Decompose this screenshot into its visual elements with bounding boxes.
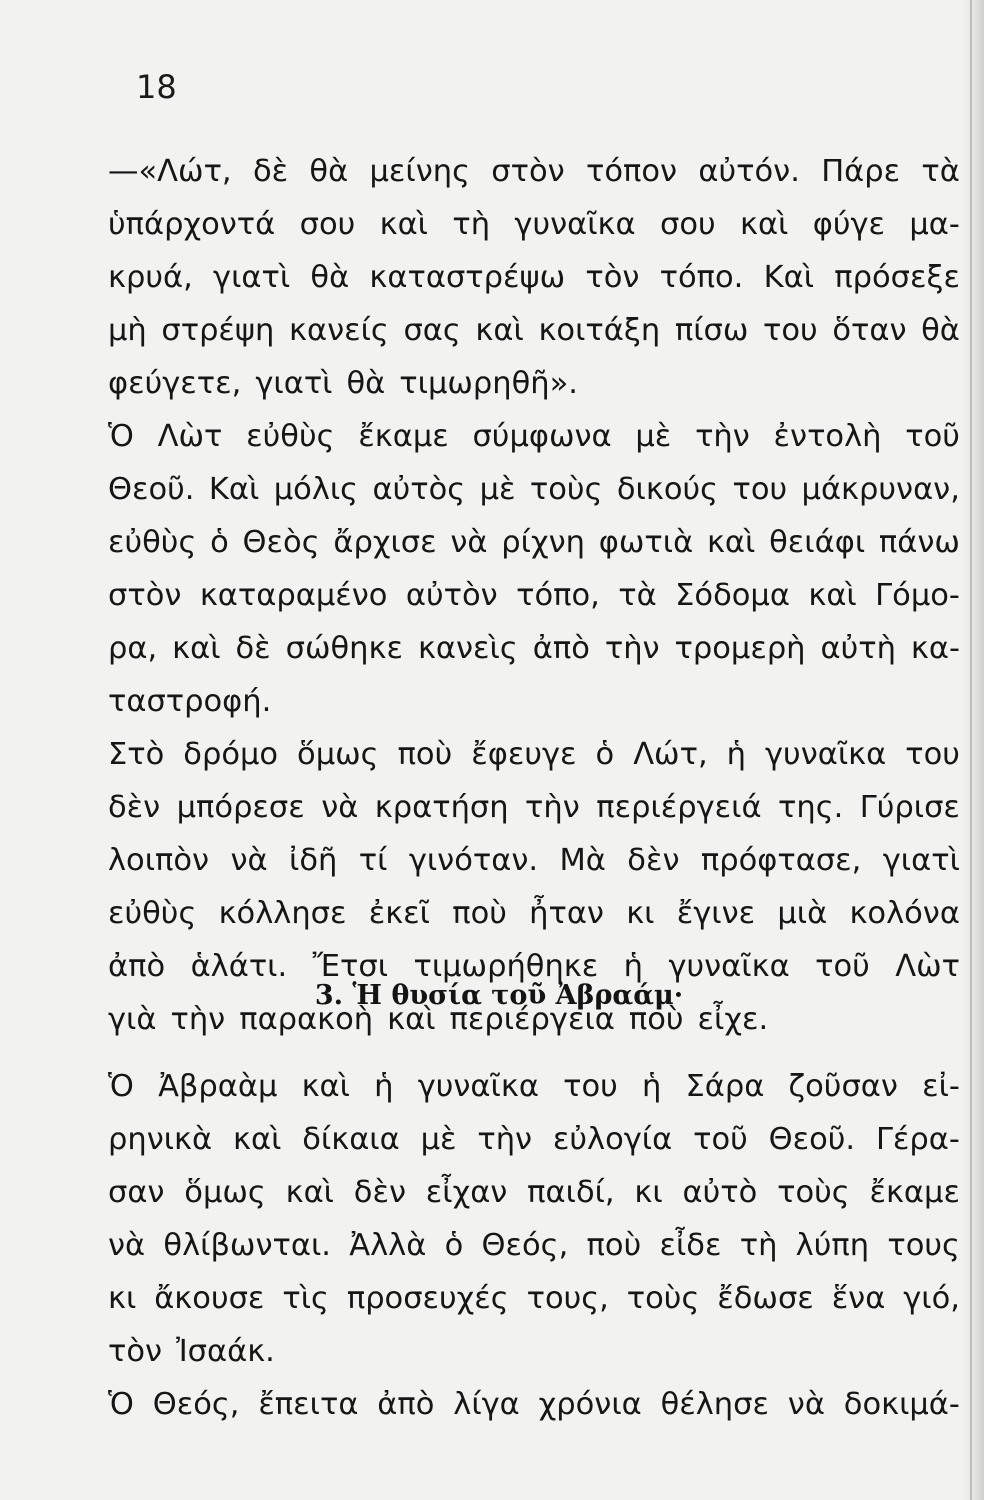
text-line: ταστροφή.	[108, 684, 272, 719]
text-line: Ὁ Θεός, ἔπειτα ἀπὸ λίγα χρόνια θέλησε νὰ δοκιμά-	[108, 1387, 960, 1422]
text-line: —«Λώτ, δὲ θὰ μείνης στὸν τόπον αὐτόν. Πάρε τὰ	[108, 154, 960, 189]
text-line: δὲν μπόρεσε νὰ κρατήση τὴν περιέργειά της. Γύρισε	[108, 790, 960, 825]
text-line: ὑπάρχοντά σου καὶ τὴ γυναῖκα σου καὶ φύγε μα-	[108, 207, 960, 242]
text-line: τὸν Ἰσαάκ.	[108, 1334, 275, 1369]
story-abraham-text	[108, 1060, 960, 1431]
text-line: λοιπὸν νὰ ἰδῆ τί γινόταν. Μὰ δὲν πρόφτασε, γιατὶ	[108, 843, 960, 878]
text-line: ἀπὸ ἁλάτι. Ἔτσι τιμωρήθηκε ἡ γυναῖκα τοῦ Λὼτ	[108, 949, 960, 984]
text-line: νὰ θλίβωνται. Ἀλλὰ ὁ Θεός, ποὺ εἶδε τὴ λύπη τους	[108, 1228, 960, 1263]
page-edge-line	[970, 0, 972, 1500]
text-line: σαν ὅμως καὶ δὲν εἶχαν παιδί, κι αὐτὸ τοὺς ἔκαμε	[108, 1175, 960, 1210]
text-line: Στὸ δρόμο ὅμως ποὺ ἔφευγε ὁ Λώτ, ἡ γυναῖκα του	[108, 737, 960, 772]
text-line: Ὁ Λὼτ εὐθὺς ἔκαμε σύμφωνα μὲ τὴν ἐντολὴ τοῦ	[108, 419, 960, 454]
text-line: Θεοῦ. Καὶ μόλις αὐτὸς μὲ τοὺς δικούς του μάκρυναν,	[108, 472, 960, 507]
page-edge-shadow	[962, 0, 984, 1500]
text-line: φεύγετε, γιατὶ θὰ τιμωρηθῆ».	[108, 366, 578, 401]
story-lot-text	[108, 145, 960, 1046]
text-line: εὐθὺς ὁ Θεὸς ἄρχισε νὰ ρίχνη φωτιὰ καὶ θειάφι πάνω	[108, 525, 960, 560]
text-line: μὴ στρέψη κανείς σας καὶ κοιτάξη πίσω του ὅταν θὰ	[108, 313, 960, 348]
section-heading: 3. Ἡ θυσία τοῦ Ἀβραάμ·	[314, 980, 684, 1011]
text-line: ρα, καὶ δὲ σώθηκε κανεὶς ἀπὸ τὴν τρομερὴ αὐτὴ κα-	[108, 631, 960, 666]
text-line: εὐθὺς κόλλησε ἐκεῖ ποὺ ἦταν κι ἔγινε μιὰ κολόνα	[108, 896, 960, 931]
text-line: ρηνικὰ καὶ δίκαια μὲ τὴν εὐλογία τοῦ Θεοῦ. Γέρα-	[108, 1122, 960, 1157]
text-line: γιὰ τὴν παρακοὴ καὶ περιέργεια ποὺ εἶχε.	[108, 1002, 769, 1037]
text-line: κι ἄκουσε τὶς προσευχές τους, τοὺς ἔδωσε ἕνα γιό,	[108, 1281, 960, 1316]
text-line: κρυά, γιατὶ θὰ καταστρέψω τὸν τόπο. Καὶ πρόσεξε	[108, 260, 960, 295]
text-line: Ὁ Ἀβραὰμ καὶ ἡ γυναῖκα του ἡ Σάρα ζοῦσαν εἰ-	[108, 1069, 960, 1104]
text-line: στὸν καταραμένο αὐτὸν τόπο, τὰ Σόδομα καὶ Γόμο-	[108, 578, 960, 613]
page-number: 18	[136, 68, 177, 106]
